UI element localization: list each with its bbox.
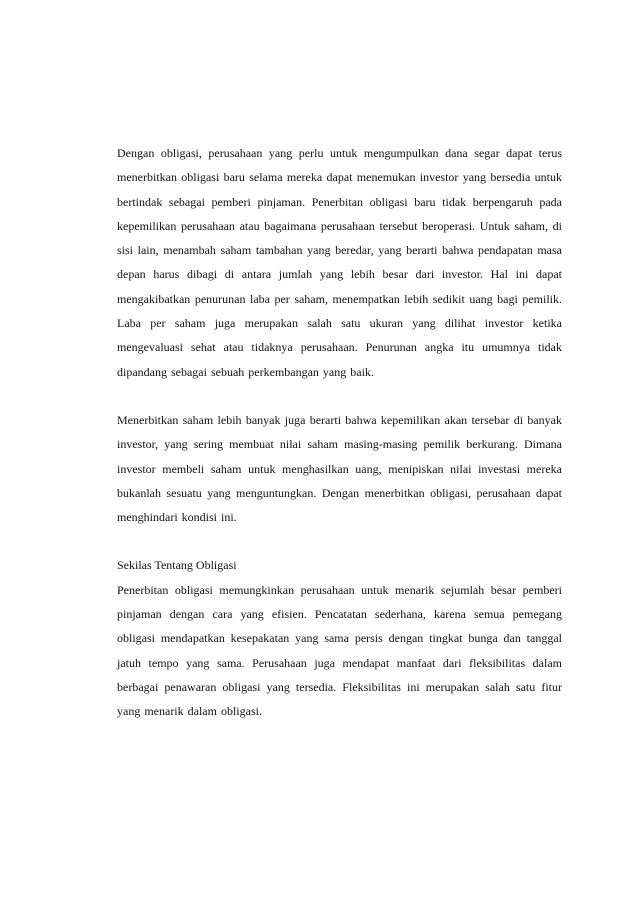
paragraph-spacer: [117, 529, 562, 553]
paragraph-obligasi-advantage: Dengan obligasi, perusahaan yang perlu untuk mengumpulkan dana segar dapat terus menerbitkan obligasi baru selama mereka dapat menemukan investor yang bersedia untuk bertindak sebagai pemberi pinjaman. Penerbitan obligasi baru tidak berpengaruh pada kepemilikan perusahaan atau bagaimana perusahaan tersebut beroperasi. Untuk saham, di sisi lain, menambah saham tambahan yang beredar, yang berarti bahwa pendapatan masa depan harus dibagi di antara jumlah yang lebih besar dari investor. Hal ini dapat mengakibatkan penurunan laba per saham, menempatkan lebih sedikit uang bagi pemilik. Laba per saham juga merupakan salah satu ukuran yang dilihat investor ketika mengevaluasi sehat atau tidaknya perusahaan. Penurunan angka itu umumnya tidak dipandang sebagai sebuah perkembangan yang baik.: [117, 146, 562, 379]
section-heading: Sekilas Tentang Obligasi: [117, 558, 237, 573]
document-body: [117, 141, 562, 724]
paragraph-spacer: [117, 384, 562, 408]
paragraph-obligasi-overview: Penerbitan obligasi memungkinkan perusahaan untuk menarik sejumlah besar pemberi pinjaman dengan cara yang efisien. Pencatatan sederhana, karena semua pemegang obligasi mendapatkan kesepakatan yang sama persis dengan tingkat bunga dan tanggal jatuh tempo yang sama. Perusahaan juga mendapat manfaat dari fleksibilitas dalam berbagai penawaran obligasi yang tersedia. Fleksibilitas ini merupakan salah satu fitur yang menarik dalam obligasi.: [117, 582, 562, 719]
paragraph-share-dilution: Menerbitkan saham lebih banyak juga berarti bahwa kepemilikan akan tersebar di banyak investor, yang sering membuat nilai saham masing-masing pemilik berkurang. Dimana investor membeli saham untuk menghasilkan uang, menipiskan nilai investasi mereka bukanlah sesuatu yang menguntungkan. Dengan menerbitkan obligasi, perusahaan dapat menghindari kondisi ini.: [117, 412, 562, 525]
